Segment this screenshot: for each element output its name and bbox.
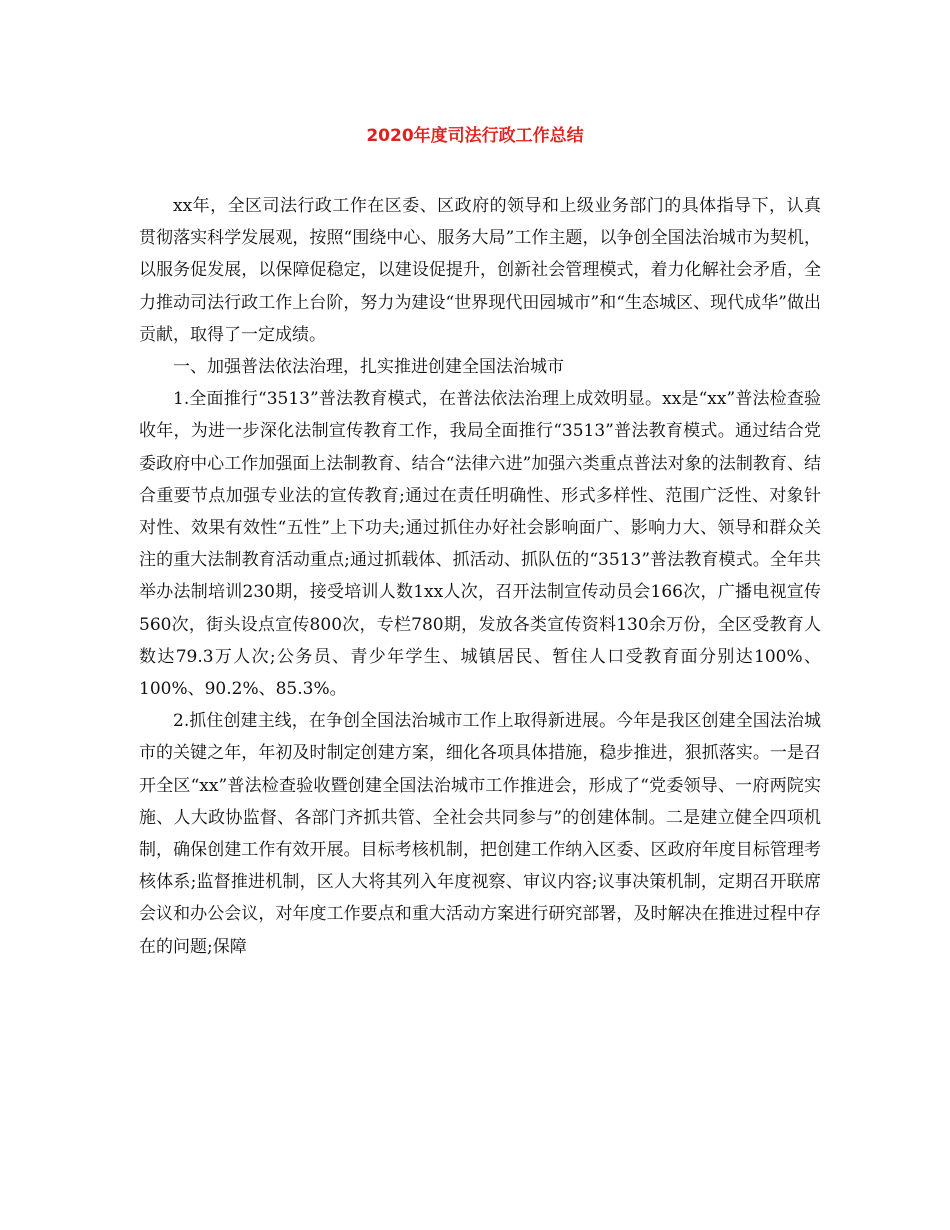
paragraph-item-2: 2.抓住创建主线，在争创全国法治城市工作上取得新进展。今年是我区创建全国法治城市的关键之年，年初及时制定创建方案，细化各项具体措施，稳步推进，狠抓落实。一是召开全区“xx”普法检查验收暨创建全国法治城市工作推进会，形成了“党委领导、一府两院实施、人大政协监督、各部门齐抓共管、全社会共同参与”的创建体制。二是建立健全四项机制，确保创建工作有效开展。目标考核机制，把创建工作纳入区委、区政府年度目标管理考核体系;监督推进机制，区人大将其列入年度视察、审议内容;议事决策机制，定期召开联席会议和办公会议，对年度工作要点和重大活动方案进行研究部署，及时解决在推进过程中存在的问题;保障 <box>139 711 821 957</box>
paragraph-item-1: 1.全面推行“3513”普法教育模式，在普法依法治理上成效明显。xx是“xx”普法检查验收年，为进一步深化法制宣传教育工作，我局全面推行“3513”普法教育模式。通过结合党委政府中心工作加强面上法制教育、结合“法律六进”加强六类重点普法对象的法制教育、结合重要节点加强专业法的宣传教育;通过在责任明确性、形式多样性、范围广泛性、对象针对性、效果有效性“五性”上下功夫;通过抓住办好社会影响面广、影响力大、领导和群众关注的重大法制教育活动重点;通过抓载体、抓活动、抓队伍的“3513”普法教育模式。全年共举办法制培训230期，接受培训人数1xx人次，召开法制宣传动员会166次，广播电视宣传560次，街头设点宣传800次，专栏780期，发放各类宣传资料130余万份，全区受教育人数达79.3万人次;公务员、青少年学生、城镇居民、暂住人口受教育面分别达100%、100%、90.2%、85.3%。 <box>139 389 821 700</box>
document-body <box>139 190 821 963</box>
document-title: 2020年度司法行政工作总结 <box>366 126 584 146</box>
intro-paragraph: xx年，全区司法行政工作在区委、区政府的领导和上级业务部门的具体指导下，认真贯彻落实科学发展观，按照“围绕中心、服务大局”工作主题，以争创全国法治城市为契机，以服务促发展，以保障促稳定，以建设促提升，创新社会管理模式，着力化解社会矛盾，全力推动司法行政工作上台阶，努力为建设“世界现代田园城市”和“生态城区、现代成华”做出贡献，取得了一定成绩。 <box>139 196 821 345</box>
section-heading: 一、加强普法依法治理，扎实推进创建全国法治城市 <box>173 357 564 378</box>
